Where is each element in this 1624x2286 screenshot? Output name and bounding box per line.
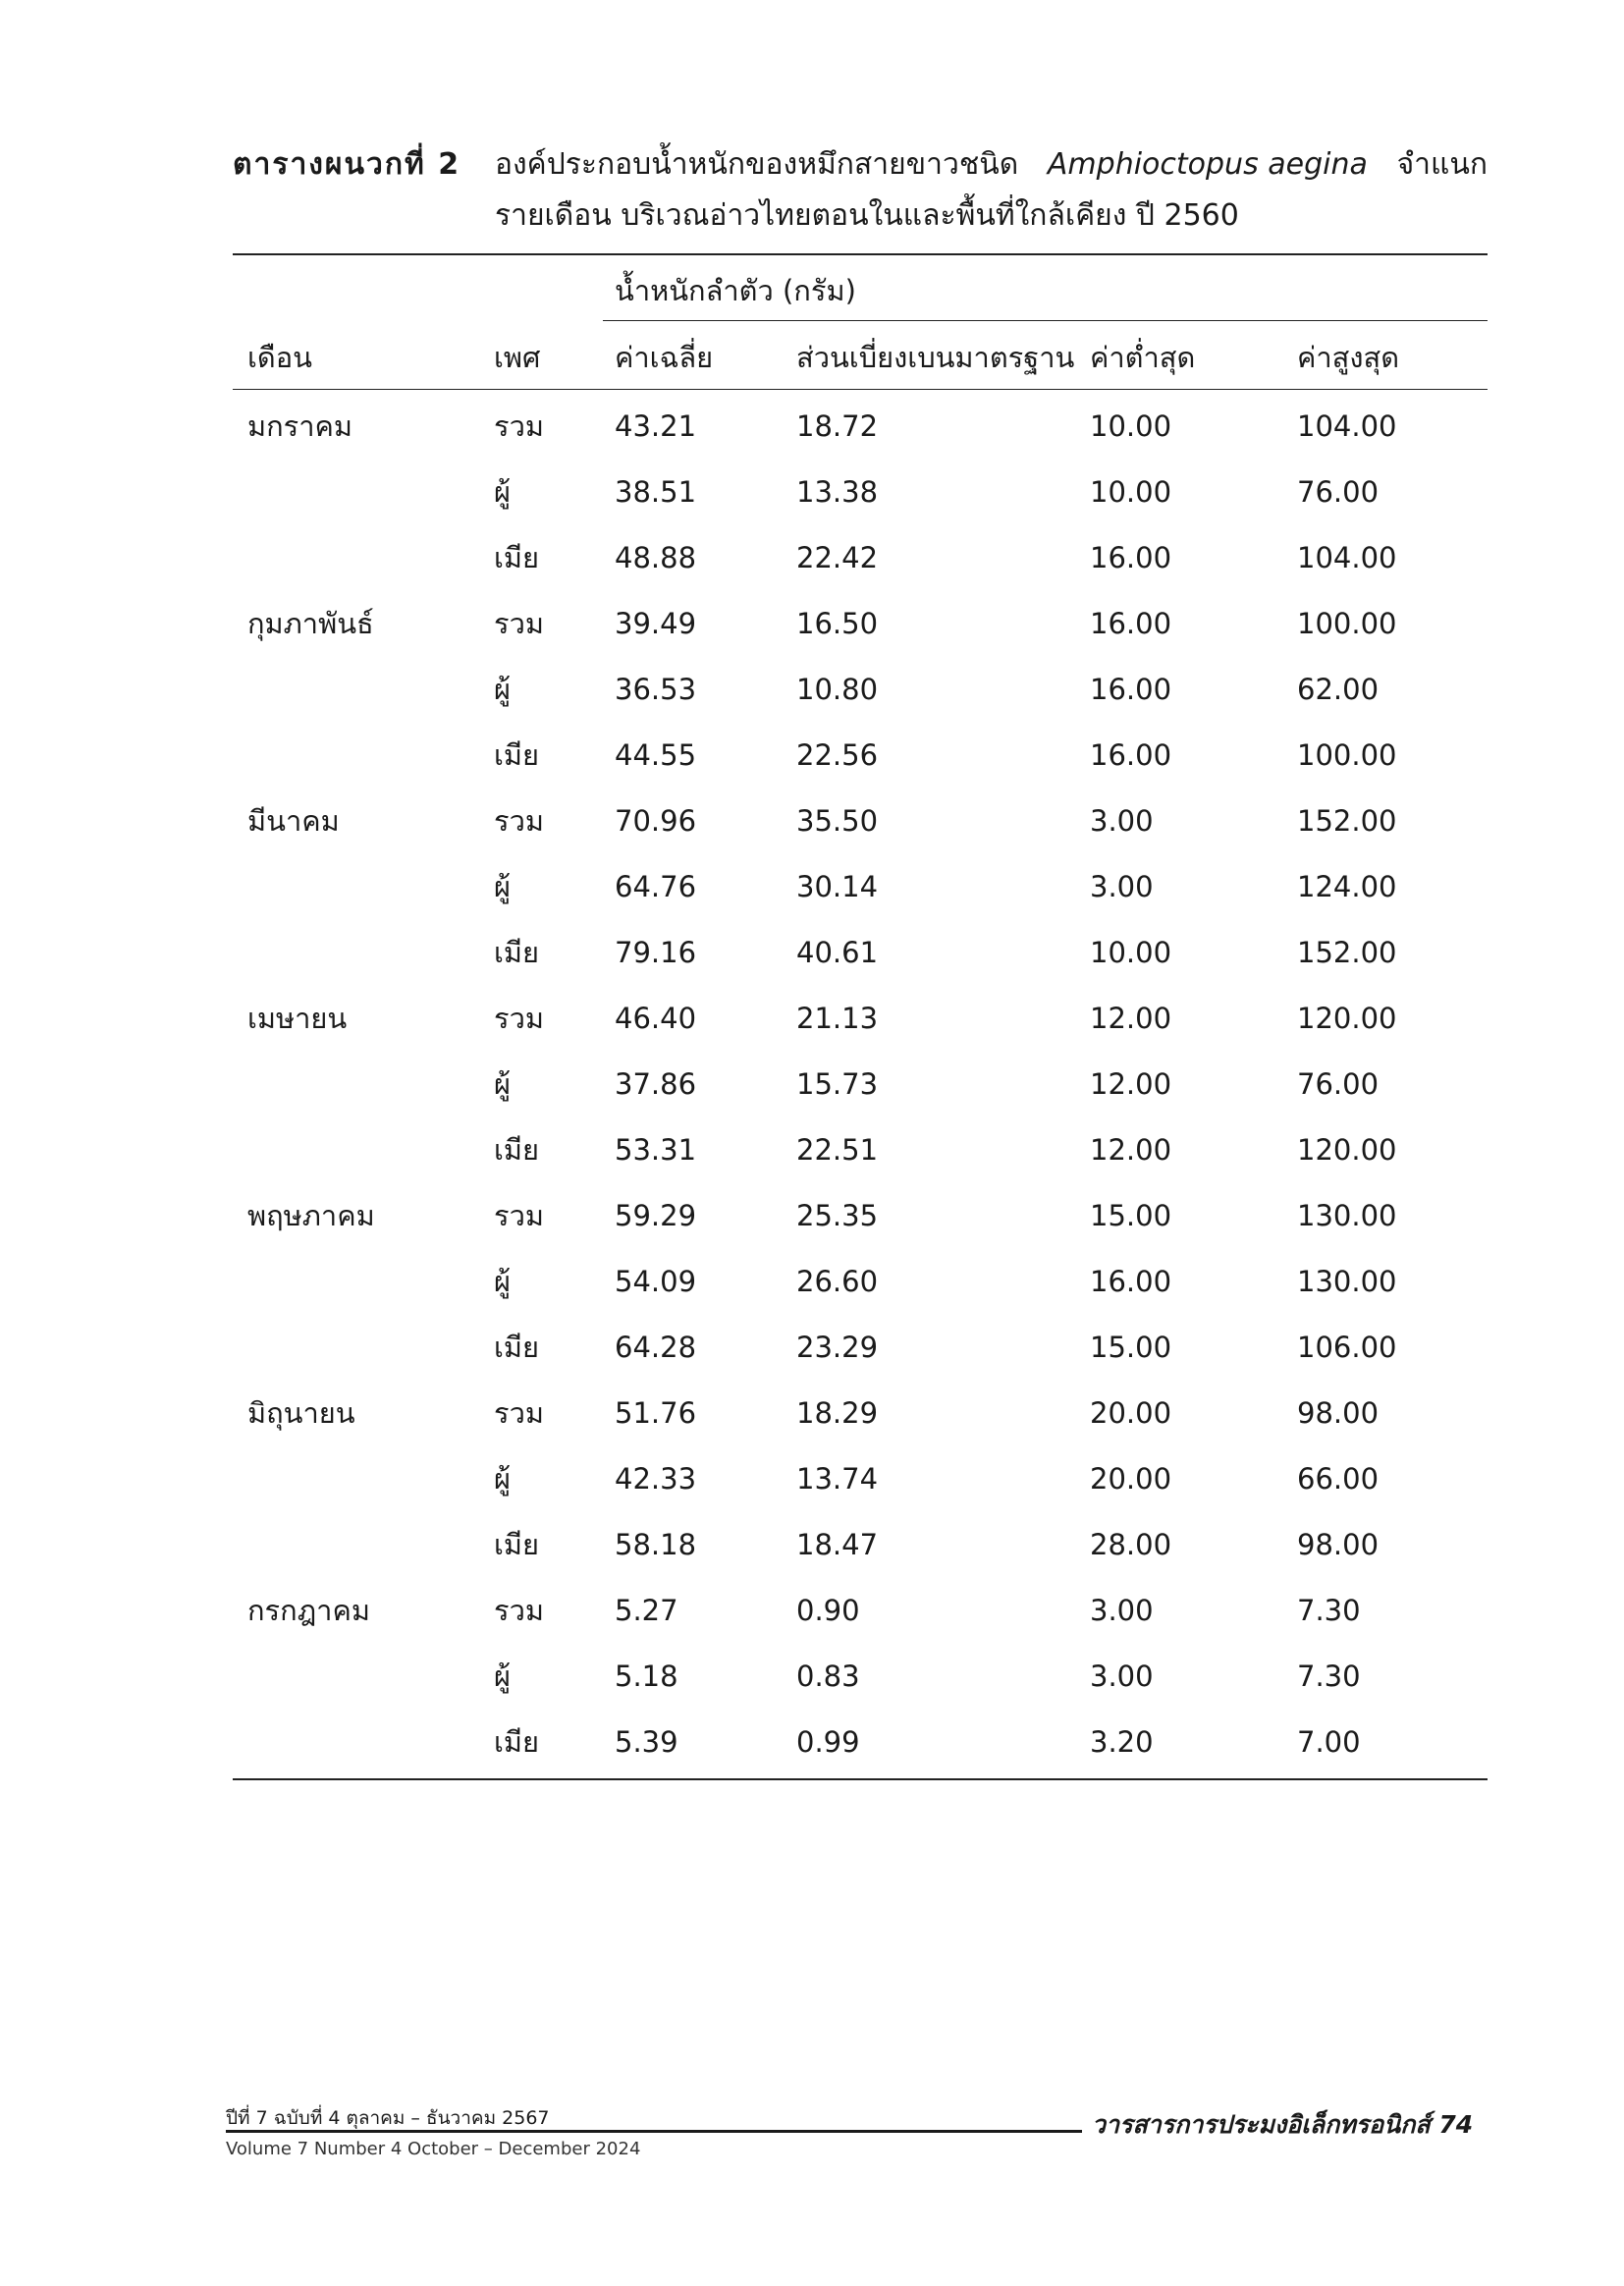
- cell-sd: 13.38: [796, 475, 879, 509]
- group-header-rule: [603, 320, 1488, 321]
- cell-sex: ผู้: [494, 870, 511, 903]
- caption-label: ตารางผนวกที่ 2: [233, 147, 461, 182]
- table-row: [0, 408, 1624, 474]
- cell-sex: รวม: [494, 607, 544, 640]
- cell-mean: 53.31: [615, 1133, 697, 1167]
- cell-sex: เมีย: [494, 936, 540, 969]
- table-row: [0, 1198, 1624, 1264]
- table-row: [0, 606, 1624, 672]
- cell-mean: 79.16: [615, 936, 697, 969]
- cell-sex: รวม: [494, 804, 544, 838]
- cell-sd: 30.14: [796, 870, 879, 903]
- cell-min: 16.00: [1090, 541, 1172, 574]
- header-bottom-rule: [233, 389, 1488, 390]
- cell-sex: รวม: [494, 1199, 544, 1232]
- cell-mean: 5.18: [615, 1660, 678, 1693]
- cell-sex: เมีย: [494, 1725, 540, 1759]
- cell-min: 10.00: [1090, 936, 1172, 969]
- cell-min: 16.00: [1090, 1265, 1172, 1298]
- table-row: [0, 1395, 1624, 1461]
- cell-max: 100.00: [1297, 738, 1397, 772]
- cell-sd: 13.74: [796, 1462, 879, 1496]
- cell-month: มีนาคม: [247, 804, 340, 838]
- cell-sex: รวม: [494, 1002, 544, 1035]
- cell-mean: 46.40: [615, 1002, 697, 1035]
- cell-month: เมษายน: [247, 1002, 348, 1035]
- cell-sex: รวม: [494, 409, 544, 443]
- cell-mean: 36.53: [615, 673, 697, 706]
- table-row: [0, 1659, 1624, 1724]
- cell-min: 16.00: [1090, 607, 1172, 640]
- caption-text: [495, 139, 1488, 242]
- cell-mean: 59.29: [615, 1199, 697, 1232]
- cell-mean: 70.96: [615, 804, 697, 838]
- footer-issue-english: Volume 7 Number 4 October – December 2024: [226, 2139, 641, 2159]
- cell-max: 120.00: [1297, 1002, 1397, 1035]
- caption-line-2: รายเดือน บริเวณอ่าวไทยตอนในและพื้นที่ใกล้เคียง ปี 2560: [495, 198, 1239, 233]
- cell-max: 66.00: [1297, 1462, 1380, 1496]
- cell-min: 3.00: [1090, 1594, 1154, 1627]
- cell-sd: 25.35: [796, 1199, 879, 1232]
- cell-sd: 22.56: [796, 738, 879, 772]
- cell-sex: ผู้: [494, 1660, 511, 1693]
- table-bottom-rule: [233, 1778, 1488, 1780]
- cell-mean: 38.51: [615, 475, 697, 509]
- cell-max: 98.00: [1297, 1528, 1380, 1561]
- cell-sex: เมีย: [494, 1133, 540, 1167]
- cell-sex: ผู้: [494, 673, 511, 706]
- table-row: [0, 540, 1624, 606]
- footer-issue-thai: ปีที่ 7 ฉบับที่ 4 ตุลาคม – ธันวาคม 2567: [226, 2107, 550, 2129]
- cell-max: 104.00: [1297, 409, 1397, 443]
- header-sex: เพศ: [494, 341, 541, 374]
- cell-min: 15.00: [1090, 1199, 1172, 1232]
- cell-max: 120.00: [1297, 1133, 1397, 1167]
- cell-min: 12.00: [1090, 1002, 1172, 1035]
- cell-sex: รวม: [494, 1396, 544, 1430]
- header-sd: ส่วนเบี่ยงเบนมาตรฐาน: [796, 341, 1075, 374]
- table-row: [0, 1264, 1624, 1330]
- header-max: ค่าสูงสุด: [1297, 341, 1400, 374]
- cell-mean: 54.09: [615, 1265, 697, 1298]
- caption-species: Amphioctopus aegina: [1047, 147, 1368, 182]
- group-header: น้ำหนักลำตัว (กรัม): [615, 274, 856, 307]
- cell-sex: ผู้: [494, 1067, 511, 1101]
- cell-min: 28.00: [1090, 1528, 1172, 1561]
- table-row: [0, 1132, 1624, 1198]
- cell-sd: 0.99: [796, 1725, 860, 1759]
- cell-min: 15.00: [1090, 1331, 1172, 1364]
- cell-sd: 0.83: [796, 1660, 860, 1693]
- cell-min: 3.20: [1090, 1725, 1154, 1759]
- cell-max: 152.00: [1297, 804, 1397, 838]
- cell-month: กรกฎาคม: [247, 1594, 370, 1627]
- cell-mean: 37.86: [615, 1067, 697, 1101]
- cell-mean: 5.39: [615, 1725, 678, 1759]
- table-row: [0, 1527, 1624, 1593]
- header-month: เดือน: [247, 341, 312, 374]
- cell-sd: 35.50: [796, 804, 879, 838]
- cell-sd: 10.80: [796, 673, 879, 706]
- cell-sd: 40.61: [796, 936, 879, 969]
- header-mean: ค่าเฉลี่ย: [615, 341, 714, 374]
- cell-mean: 51.76: [615, 1396, 697, 1430]
- cell-min: 3.00: [1090, 1660, 1154, 1693]
- table-row: [0, 1461, 1624, 1527]
- cell-min: 12.00: [1090, 1067, 1172, 1101]
- cell-month: พฤษภาคม: [247, 1199, 375, 1232]
- cell-sd: 15.73: [796, 1067, 879, 1101]
- table-row: [0, 1330, 1624, 1395]
- cell-mean: 43.21: [615, 409, 697, 443]
- cell-min: 16.00: [1090, 673, 1172, 706]
- table-row: [0, 935, 1624, 1001]
- cell-max: 62.00: [1297, 673, 1380, 706]
- table-row: [0, 474, 1624, 540]
- cell-max: 152.00: [1297, 936, 1397, 969]
- cell-mean: 48.88: [615, 541, 697, 574]
- cell-min: 16.00: [1090, 738, 1172, 772]
- cell-mean: 44.55: [615, 738, 697, 772]
- cell-max: 104.00: [1297, 541, 1397, 574]
- cell-mean: 39.49: [615, 607, 697, 640]
- cell-sex: เมีย: [494, 1528, 540, 1561]
- table-row: [0, 1001, 1624, 1066]
- cell-max: 124.00: [1297, 870, 1397, 903]
- cell-min: 3.00: [1090, 804, 1154, 838]
- cell-mean: 5.27: [615, 1594, 678, 1627]
- cell-max: 7.30: [1297, 1660, 1361, 1693]
- cell-sd: 22.51: [796, 1133, 879, 1167]
- cell-mean: 42.33: [615, 1462, 697, 1496]
- cell-month: มิถุนายน: [247, 1396, 355, 1430]
- table-row: [0, 803, 1624, 869]
- cell-max: 7.00: [1297, 1725, 1361, 1759]
- cell-month: มกราคม: [247, 409, 353, 443]
- table-row: [0, 869, 1624, 935]
- caption-line-1: [495, 139, 1488, 190]
- cell-sex: เมีย: [494, 1331, 540, 1364]
- cell-sex: รวม: [494, 1594, 544, 1627]
- cell-sd: 22.42: [796, 541, 879, 574]
- cell-min: 10.00: [1090, 409, 1172, 443]
- table-row: [0, 737, 1624, 803]
- cell-max: 76.00: [1297, 1067, 1380, 1101]
- cell-sd: 18.72: [796, 409, 879, 443]
- cell-max: 7.30: [1297, 1594, 1361, 1627]
- cell-sd: 26.60: [796, 1265, 879, 1298]
- cell-sex: เมีย: [494, 738, 540, 772]
- footer-rule: [226, 2130, 1082, 2133]
- cell-sd: 0.90: [796, 1594, 860, 1627]
- header-min: ค่าต่ำสุด: [1090, 341, 1196, 374]
- table-row: [0, 1066, 1624, 1132]
- cell-sd: 18.47: [796, 1528, 879, 1561]
- cell-min: 20.00: [1090, 1462, 1172, 1496]
- caption-prefix: องค์ประกอบน้ำหนักของหมึกสายขาวชนิด: [495, 147, 1019, 182]
- cell-sex: ผู้: [494, 1462, 511, 1496]
- cell-min: 12.00: [1090, 1133, 1172, 1167]
- table-top-rule: [233, 253, 1488, 255]
- cell-max: 100.00: [1297, 607, 1397, 640]
- cell-sex: ผู้: [494, 475, 511, 509]
- cell-sex: เมีย: [494, 541, 540, 574]
- table-row: [0, 672, 1624, 737]
- footer-journal-page: วารสารการประมงอิเล็กทรอนิกส์ 74: [1092, 2110, 1474, 2139]
- cell-min: 3.00: [1090, 870, 1154, 903]
- cell-mean: 64.76: [615, 870, 697, 903]
- cell-max: 106.00: [1297, 1331, 1397, 1364]
- cell-min: 10.00: [1090, 475, 1172, 509]
- cell-sd: 21.13: [796, 1002, 879, 1035]
- cell-sd: 18.29: [796, 1396, 879, 1430]
- cell-max: 130.00: [1297, 1265, 1397, 1298]
- cell-sex: ผู้: [494, 1265, 511, 1298]
- cell-month: กุมภาพันธ์: [247, 607, 374, 640]
- cell-mean: 64.28: [615, 1331, 697, 1364]
- cell-min: 20.00: [1090, 1396, 1172, 1430]
- table-row: [0, 1593, 1624, 1659]
- cell-max: 76.00: [1297, 475, 1380, 509]
- caption-suffix: จำแนก: [1396, 147, 1488, 182]
- cell-sd: 23.29: [796, 1331, 879, 1364]
- cell-max: 130.00: [1297, 1199, 1397, 1232]
- cell-mean: 58.18: [615, 1528, 697, 1561]
- cell-max: 98.00: [1297, 1396, 1380, 1430]
- cell-sd: 16.50: [796, 607, 879, 640]
